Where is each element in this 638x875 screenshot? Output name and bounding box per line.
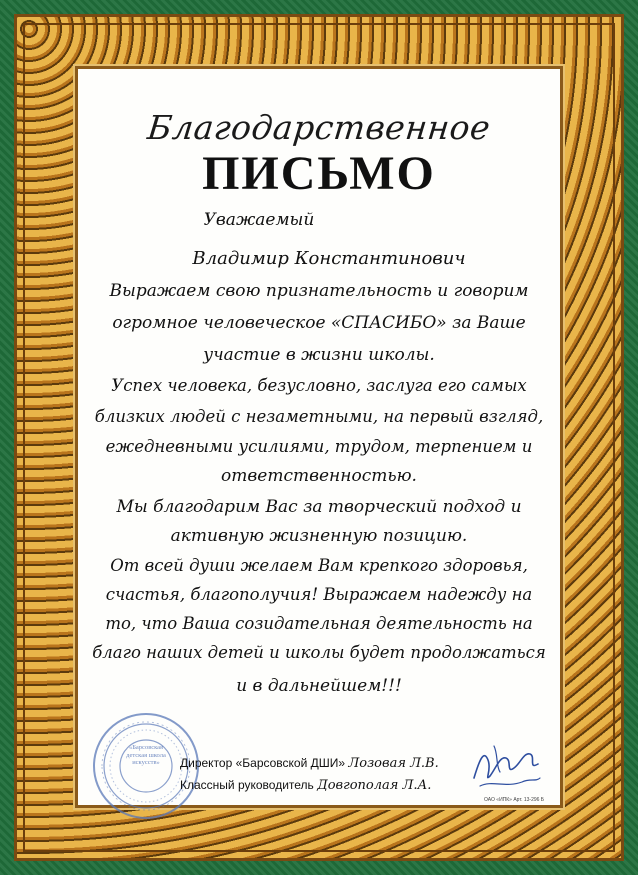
body-line: участие в жизни школы. [203, 345, 435, 365]
body-line: ответственностью. [221, 466, 417, 486]
body-line: Мы благодарим Вас за творческий подход и [116, 497, 522, 517]
teacher-name: Довгополая Л.А. [317, 778, 432, 793]
body-line: От всей души желаем Вам крепкого здоровья, [110, 556, 528, 575]
salutation: Уважаемый [203, 210, 315, 230]
body-line: и в дальнейшем!!! [236, 676, 402, 696]
teacher-signature-line [180, 778, 431, 793]
print-info: ОАО «ИПК» Арт. 13-296 Б [484, 797, 545, 803]
teacher-role: Классный руководитель [180, 778, 314, 792]
handwritten-signature [466, 738, 546, 796]
director-name: Лозовая Л.В. [348, 756, 439, 771]
body-line: Выражаем свою признательность и говорим [109, 281, 529, 301]
recipient-name: Владимир Константинович [192, 248, 466, 269]
director-signature-line [180, 756, 439, 771]
body-line: огромное человеческое «СПАСИБО» за Ваше [112, 313, 526, 333]
title-script: Благодарственное [145, 108, 493, 147]
director-role: Директор «Барсовской ДШИ» [180, 756, 346, 770]
body-line: активную жизненную позицию. [170, 526, 468, 546]
stamp-center-text: «Барсовская детская школа искусств» [126, 744, 166, 766]
body-line: то, что Ваша созидательная деятельность на [105, 614, 533, 633]
body-line: близких людей с незаметными, на первый взгляд, [94, 407, 544, 426]
body-line: счастья, благополучия! Выражаем надежду на [105, 585, 533, 604]
title-main: ПИСЬМО [202, 147, 436, 200]
body-line: Успех человека, безусловно, заслуга его самых [111, 376, 527, 395]
body-line: благо наших детей и школы будет продолжаться [92, 643, 546, 662]
body-line: ежедневными усилиями, трудом, терпением и [105, 437, 533, 456]
